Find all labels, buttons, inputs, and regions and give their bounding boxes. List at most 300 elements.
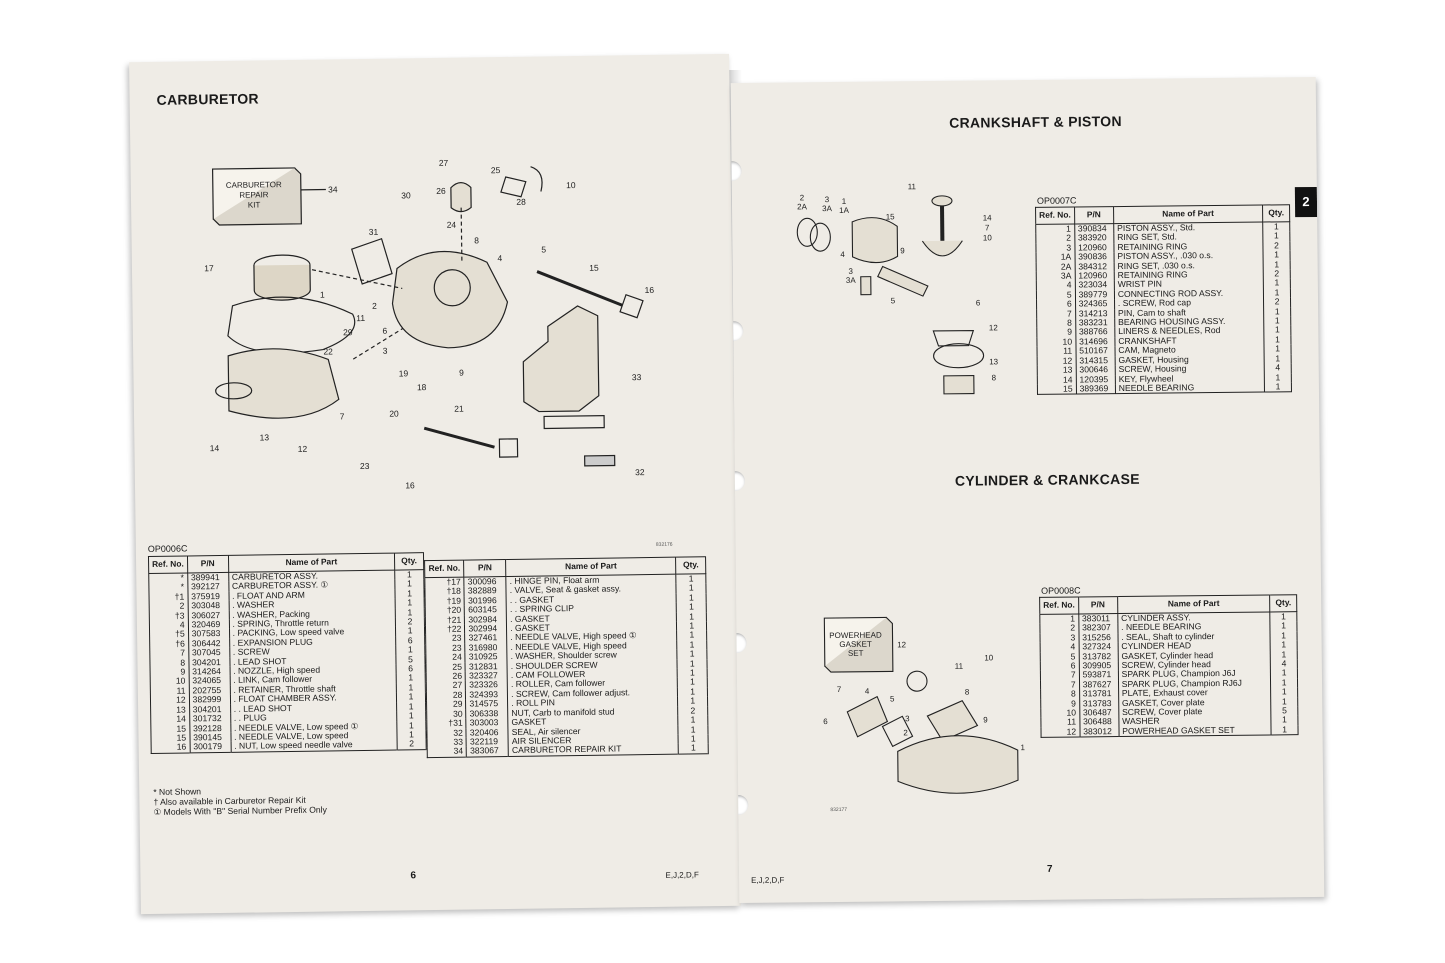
part-number-cell: 322119 <box>466 737 508 747</box>
part-number-cell: 603145 <box>465 605 507 615</box>
part-name-cell: KEY, Flywheel <box>1115 373 1264 384</box>
col-ref: Ref. No. <box>425 560 465 578</box>
ref-no-cell: * <box>149 573 188 583</box>
part-number-cell: 390145 <box>190 733 231 743</box>
ref-no-cell: †21 <box>425 615 465 625</box>
part-number-cell: 392128 <box>189 723 230 733</box>
part-name-cell: SPARK PLUG, Champion J6J <box>1118 669 1271 680</box>
callout: 19 <box>398 368 409 379</box>
callout: 8 <box>991 373 997 383</box>
carburetor-parts-table-left <box>148 552 427 754</box>
part-name-cell: CARBURETOR ASSY. ① <box>228 580 395 592</box>
part-number-cell: 383012 <box>1080 727 1119 737</box>
binder-hole <box>731 161 742 181</box>
part-name-cell: . SHOULDER SCREW <box>507 659 677 671</box>
qty-cell: 2 <box>397 739 426 749</box>
callout: 14 <box>209 443 220 454</box>
qty-cell: 1 <box>1264 288 1291 298</box>
ref-no-cell: 13 <box>151 705 190 715</box>
part-name-cell: . LEAD SHOT <box>229 655 396 667</box>
callout: 22 <box>323 346 333 357</box>
part-number-cell: 323326 <box>466 680 508 690</box>
left-page <box>129 54 741 914</box>
part-name-cell: NEEDLE BEARING <box>1115 382 1264 393</box>
qty-cell: 1 <box>1263 250 1290 260</box>
col-name: Name of Part <box>1117 595 1270 614</box>
ref-no-cell: 3 <box>1036 243 1075 253</box>
qty-cell: 1 <box>397 702 426 712</box>
ref-no-cell: 6 <box>1037 300 1076 310</box>
callout: 26 <box>436 185 446 196</box>
callout: 21 <box>454 403 464 414</box>
carburetor-parts-table-right <box>424 556 709 758</box>
ref-no-cell: 11 <box>1041 718 1080 728</box>
ref-no-cell: 2 <box>149 602 188 612</box>
ref-no-cell: 14 <box>1037 375 1076 385</box>
callout: 5 <box>541 244 547 255</box>
figure-code: 832177 <box>830 806 848 814</box>
part-number-cell: 324065 <box>189 676 230 686</box>
part-name-cell: . NEEDLE VALVE, High speed <box>507 640 677 652</box>
part-name-cell: . GASKET <box>507 622 677 634</box>
part-number-cell: 315256 <box>1079 633 1118 643</box>
col-qty: Qty. <box>676 557 706 574</box>
qty-cell: 1 <box>1271 669 1298 679</box>
qty-cell: 1 <box>1264 354 1291 364</box>
part-number-cell: 320469 <box>188 620 229 630</box>
callout: 9 <box>459 367 464 378</box>
qty-cell: 1 <box>1270 622 1297 632</box>
ref-no-cell: 15 <box>1037 384 1076 394</box>
part-name-cell: . ROLL PIN <box>508 697 678 709</box>
qty-cell: 2 <box>395 617 424 627</box>
qty-cell: 2 <box>1263 269 1290 279</box>
qty-cell: 1 <box>396 683 425 693</box>
callout: 24 <box>446 219 457 230</box>
part-number-cell: 202755 <box>189 686 230 696</box>
qty-cell: 1 <box>678 668 708 678</box>
part-name-cell: CARBURETOR ASSY. <box>228 570 395 582</box>
cylinder-parts-table <box>1039 594 1298 738</box>
qty-cell: 1 <box>1270 612 1297 622</box>
section-tab: 2 <box>1295 187 1317 217</box>
part-number-cell: 302994 <box>465 624 507 634</box>
part-number-cell: 302984 <box>465 615 507 625</box>
qty-cell: 1 <box>395 598 424 608</box>
qty-cell: 1 <box>677 640 707 650</box>
callout: 7 <box>339 411 345 422</box>
part-number-cell: 300179 <box>190 742 231 752</box>
qty-cell: 1 <box>678 725 708 735</box>
ref-no-cell: 6 <box>1040 662 1079 672</box>
part-name-cell: . SEAL, Shaft to cylinder <box>1118 631 1271 642</box>
part-name-cell: PIN, Cam to shaft <box>1114 307 1263 318</box>
ref-no-cell: 10 <box>1041 709 1080 719</box>
part-name-cell: . NEEDLE BEARING <box>1118 622 1271 633</box>
part-name-cell: PISTON ASSY., Std. <box>1114 222 1263 233</box>
ref-no-cell: 8 <box>1041 690 1080 700</box>
qty-cell: 6 <box>396 664 425 674</box>
part-name-cell: AIR SILENCER <box>508 735 678 747</box>
callout: 4 <box>840 249 845 259</box>
part-name-cell: . PACKING, Low speed valve <box>229 627 396 639</box>
crankshaft-parts-table <box>1035 204 1292 395</box>
part-name-cell: GASKET, Cylinder head <box>1118 650 1271 661</box>
qty-cell: 2 <box>1263 241 1290 251</box>
part-name-cell: GASKET, Cover plate <box>1118 697 1271 708</box>
callout: 11 <box>907 182 917 192</box>
ref-no-cell: 12 <box>1041 727 1080 737</box>
callout: 3 <box>848 266 853 276</box>
part-number-cell: 120960 <box>1075 271 1114 281</box>
ref-no-cell: 10 <box>150 677 189 687</box>
ref-no-cell: †22 <box>425 625 465 635</box>
part-number-cell: 384312 <box>1075 262 1114 272</box>
qty-cell: 1 <box>1271 678 1298 688</box>
part-number-cell: 324393 <box>466 690 508 700</box>
ref-no-cell: 12 <box>150 696 189 706</box>
footnote: * Not Shown <box>153 786 202 797</box>
part-number-cell: 382307 <box>1079 623 1118 633</box>
callout: 8 <box>964 687 970 697</box>
ref-no-cell: 8 <box>1037 319 1076 329</box>
qty-cell: 5 <box>1271 706 1298 716</box>
ref-no-cell: 15 <box>151 724 190 734</box>
part-number-cell: 307045 <box>188 648 229 658</box>
part-number-cell: 306488 <box>1080 718 1119 728</box>
part-number-cell: 303003 <box>466 718 508 728</box>
callout: 12 <box>988 323 998 333</box>
figure-id: OP0008C <box>1041 585 1081 596</box>
part-name-cell: . . GASKET <box>506 593 676 605</box>
part-name-cell: . LINK, Cam follower <box>230 674 397 686</box>
qty-cell: 1 <box>679 744 709 754</box>
callout: 1 <box>1020 743 1025 753</box>
table-row <box>427 744 708 758</box>
ref-no-cell: 1 <box>1040 614 1079 624</box>
qty-cell: 1 <box>1263 222 1290 232</box>
callout: 16 <box>405 480 415 491</box>
col-pn: P/N <box>187 555 228 573</box>
part-number-cell: 313781 <box>1079 689 1118 699</box>
ref-no-cell: †31 <box>427 719 467 729</box>
part-name-cell: GASKET <box>508 716 678 728</box>
ref-no-cell: 2 <box>1036 234 1075 244</box>
part-number-cell: 383920 <box>1074 233 1113 243</box>
qty-cell: 1 <box>677 602 707 612</box>
ref-no-cell: 11 <box>1037 347 1076 357</box>
table-row <box>1041 725 1298 738</box>
ref-no-cell: 7 <box>1040 680 1079 690</box>
part-name-cell: . WASHER <box>229 599 396 611</box>
qty-cell: 1 <box>676 584 706 594</box>
qty-cell: 1 <box>677 631 707 641</box>
qty-cell: 1 <box>1264 316 1291 326</box>
ref-no-cell: 14 <box>151 715 190 725</box>
part-number-cell: 306027 <box>188 611 229 621</box>
callout: 15 <box>885 212 895 222</box>
part-name-cell: . HINGE PIN, Float arm <box>506 574 676 586</box>
ref-no-cell: 9 <box>1037 328 1076 338</box>
qty-cell: 1 <box>1270 650 1297 660</box>
ref-no-cell: 7 <box>1040 671 1079 681</box>
qty-cell: 1 <box>397 730 426 740</box>
part-number-cell: 388766 <box>1075 328 1114 338</box>
part-name-cell: SCREW, Housing <box>1115 364 1264 375</box>
ref-no-cell: 7 <box>1037 309 1076 319</box>
part-number-cell: 324365 <box>1075 299 1114 309</box>
part-name-cell: . NEEDLE VALVE, Low speed <box>231 730 398 742</box>
part-number-cell: 312831 <box>465 662 507 672</box>
part-name-cell: . EXPANSION PLUG <box>229 636 396 648</box>
qty-cell: 1 <box>1264 335 1291 345</box>
footnotes <box>153 785 327 817</box>
callout: 2 <box>903 728 908 738</box>
qty-cell: 1 <box>1270 640 1297 650</box>
ref-no-cell: 34 <box>427 747 467 757</box>
part-name-cell: CARBURETOR REPAIR KIT <box>508 744 678 756</box>
callout: 2 <box>372 300 377 311</box>
part-name-cell: . NOZZLE, High speed <box>230 665 397 677</box>
callout: 1 <box>319 289 325 300</box>
part-name-cell: CYLINDER ASSY. <box>1118 612 1271 624</box>
ref-no-cell: 15 <box>151 733 190 743</box>
crankshaft-exploded-diagram <box>782 180 1024 413</box>
ref-no-cell: †18 <box>425 587 465 597</box>
col-ref: Ref. No. <box>148 556 187 574</box>
part-number-cell: 306442 <box>188 639 229 649</box>
part-name-cell: . SCREW, Cam follower adjust. <box>508 688 678 700</box>
part-name-cell: . VALVE, Seat & gasket assy. <box>506 584 676 596</box>
part-number-cell: 392127 <box>187 582 228 592</box>
part-number-cell: 510167 <box>1076 346 1115 356</box>
callout: 6 <box>975 298 981 308</box>
ref-no-cell: 12 <box>1037 356 1076 366</box>
part-number-cell: 306487 <box>1079 708 1118 718</box>
qty-cell: 1 <box>395 589 424 599</box>
part-name-cell: SPARK PLUG, Champion RJ6J <box>1118 678 1271 689</box>
part-number-cell: 383231 <box>1075 318 1114 328</box>
col-name: Name of Part <box>506 557 676 576</box>
callout: 17 <box>204 263 214 274</box>
col-qty: Qty. <box>1263 205 1290 222</box>
ref-no-cell: 8 <box>150 658 189 668</box>
part-name-cell: PISTON ASSY., .030 o.s. <box>1114 251 1263 262</box>
ref-no-cell: 4 <box>1036 281 1075 291</box>
callout: 9 <box>983 715 988 725</box>
qty-cell: 1 <box>1264 382 1291 392</box>
part-number-cell: 387627 <box>1079 680 1118 690</box>
ref-no-cell: 10 <box>1037 337 1076 347</box>
callout: 3A <box>845 275 856 285</box>
part-name-cell: . RETAINER, Throttle shaft <box>230 683 397 695</box>
ref-no-cell: 4 <box>1040 643 1079 653</box>
ref-no-cell: * <box>149 583 188 593</box>
part-name-cell: RETAINING RING <box>1114 241 1263 252</box>
ref-no-cell: 30 <box>427 709 467 719</box>
part-number-cell: 389369 <box>1076 384 1115 394</box>
col-pn: P/N <box>1078 597 1117 614</box>
part-number-cell: 314315 <box>1076 356 1115 366</box>
part-name-cell: . SCREW, Rod cap <box>1114 298 1263 309</box>
part-name-cell: RING SET, .030 o.s. <box>1114 260 1263 271</box>
callout: 5 <box>890 296 896 306</box>
ref-no-cell: 3A <box>1036 272 1075 282</box>
qty-cell: 1 <box>1264 326 1291 336</box>
callout: 1A <box>839 205 850 215</box>
ref-no-cell: 4 <box>149 620 188 630</box>
part-name-cell: SEAL, Air silencer <box>508 725 678 737</box>
part-name-cell: CAM, Magneto <box>1115 345 1264 356</box>
ref-no-cell: 5 <box>1040 652 1079 662</box>
callout: 28 <box>516 196 526 207</box>
crankshaft-title: CRANKSHAFT & PISTON <box>949 112 1122 131</box>
qty-cell: 6 <box>396 636 425 646</box>
qty-cell: 1 <box>677 649 707 659</box>
callout: 31 <box>368 226 379 237</box>
part-number-cell: 383011 <box>1078 614 1117 624</box>
callout: 10 <box>984 653 994 663</box>
part-name-cell: . FLOAT AND ARM <box>229 589 396 601</box>
part-name-cell: CRANKSHAFT <box>1115 335 1264 346</box>
col-pn: P/N <box>464 560 506 578</box>
callout: 4 <box>864 686 870 696</box>
part-number-cell: 310925 <box>465 652 507 662</box>
footnote: † Also available in Carburetor Repair Kit <box>153 794 306 807</box>
callout: 15 <box>589 262 599 273</box>
part-number-cell: 323034 <box>1075 281 1114 291</box>
part-name-cell: PLATE, Exhaust cover <box>1118 688 1271 699</box>
qty-cell: 2 <box>1264 297 1291 307</box>
part-number-cell: 120395 <box>1076 375 1115 385</box>
part-number-cell: 301996 <box>464 596 506 606</box>
qty-cell: 1 <box>676 574 706 584</box>
callout: 3 <box>905 714 910 724</box>
callout: 6 <box>823 717 828 727</box>
part-name-cell: . GASKET <box>507 612 677 624</box>
part-name-cell: . . LEAD SHOT <box>230 702 397 714</box>
page-number: 7 <box>1046 863 1053 875</box>
qty-cell: 1 <box>1271 716 1298 726</box>
binder-hole <box>731 321 744 341</box>
part-number-cell: 300096 <box>464 577 506 587</box>
callout: 20 <box>389 408 399 419</box>
language-codes: E,J,2,D,F <box>751 875 785 885</box>
callout: 34 <box>328 184 338 195</box>
qty-cell: 1 <box>1271 725 1298 735</box>
part-name-cell: SCREW, Cylinder head <box>1118 659 1271 670</box>
qty-cell: 1 <box>397 711 426 721</box>
col-ref: Ref. No. <box>1040 597 1079 614</box>
cyl-kit-label-line1: POWERHEAD <box>829 630 882 641</box>
ref-no-cell: †3 <box>149 611 188 621</box>
part-number-cell: 314213 <box>1075 309 1114 319</box>
part-number-cell: 314696 <box>1076 337 1115 347</box>
qty-cell: 1 <box>395 608 424 618</box>
qty-cell: 1 <box>395 570 424 580</box>
part-number-cell: 327461 <box>465 633 507 643</box>
part-number-cell: 375919 <box>188 592 229 602</box>
qty-cell: 1 <box>677 659 707 669</box>
callout: 2A <box>797 202 807 212</box>
ref-no-cell: 1A <box>1036 253 1075 263</box>
part-number-cell: 306338 <box>466 709 508 719</box>
qty-cell: 1 <box>678 678 708 688</box>
callout: 10 <box>566 180 576 191</box>
part-name-cell: . WASHER, Packing <box>229 608 396 620</box>
qty-cell: 4 <box>1264 363 1291 373</box>
part-name-cell: CYLINDER HEAD <box>1118 641 1271 652</box>
ref-no-cell: 2A <box>1036 262 1075 272</box>
kit-label-line2: REPAIR <box>239 190 269 200</box>
callout: 7 <box>984 223 990 233</box>
part-name-cell: WASHER <box>1119 716 1272 727</box>
ref-no-cell: 26 <box>426 672 466 682</box>
callout: 9 <box>900 246 905 256</box>
part-name-cell: RING SET, Std. <box>1114 232 1263 243</box>
callout: 2 <box>799 193 805 203</box>
qty-cell: 1 <box>1270 631 1297 641</box>
part-name-cell: . SPRING, Throttle return <box>229 618 396 630</box>
callout: 6 <box>382 325 388 336</box>
col-name: Name of Part <box>1113 205 1262 224</box>
ref-no-cell: 9 <box>150 668 189 678</box>
part-name-cell: BEARING HOUSING ASSY. <box>1115 317 1264 328</box>
callout: 1 <box>841 196 847 206</box>
part-number-cell: 320406 <box>466 728 508 738</box>
ref-no-cell: 7 <box>150 649 189 659</box>
part-name-cell: RETAINING RING <box>1114 270 1263 281</box>
col-ref: Ref. No. <box>1036 207 1075 224</box>
figure-id: OP0007C <box>1036 195 1077 206</box>
qty-cell: 1 <box>396 645 425 655</box>
part-number-cell: 593871 <box>1079 670 1118 680</box>
part-name-cell: . ROLLER, Cam follower <box>507 678 677 690</box>
ref-no-cell: †5 <box>150 630 189 640</box>
qty-cell: 1 <box>677 612 707 622</box>
part-number-cell: 314264 <box>189 667 230 677</box>
qty-cell: 1 <box>396 674 425 684</box>
language-codes: E,J,2,D,F <box>665 870 699 880</box>
col-pn: P/N <box>1074 207 1113 224</box>
part-name-cell: . FLOAT CHAMBER ASSY. <box>230 693 397 705</box>
kit-label-line1: CARBURETOR <box>225 180 282 190</box>
ref-no-cell: 32 <box>427 728 467 738</box>
footnote: ① Models With "B" Serial Number Prefix Only <box>153 804 327 817</box>
part-number-cell: 390834 <box>1074 224 1113 234</box>
callout: 3 <box>382 345 388 356</box>
cyl-kit-label-line3: SET <box>847 648 864 658</box>
part-name-cell: CONNECTING ROD ASSY. <box>1114 288 1263 299</box>
qty-cell: 1 <box>678 687 708 697</box>
part-number-cell: 303048 <box>188 601 229 611</box>
part-number-cell: 300646 <box>1076 365 1115 375</box>
callout: 3 <box>824 195 830 205</box>
ref-no-cell: 27 <box>426 681 466 691</box>
qty-cell: 1 <box>1271 687 1298 697</box>
part-number-cell: 389941 <box>187 572 228 582</box>
part-number-cell: 301732 <box>189 714 230 724</box>
part-number-cell: 327324 <box>1079 642 1118 652</box>
ref-no-cell: †6 <box>150 639 189 649</box>
ref-no-cell: 25 <box>426 662 466 672</box>
part-number-cell: 316980 <box>465 643 507 653</box>
part-name-cell: NUT, Carb to manifold stud <box>508 706 678 718</box>
callout: 30 <box>401 190 411 201</box>
callout: 14 <box>982 213 992 223</box>
part-name-cell: . WASHER, Shoulder screw <box>507 650 677 662</box>
part-name-cell: GASKET, Housing <box>1115 354 1264 365</box>
